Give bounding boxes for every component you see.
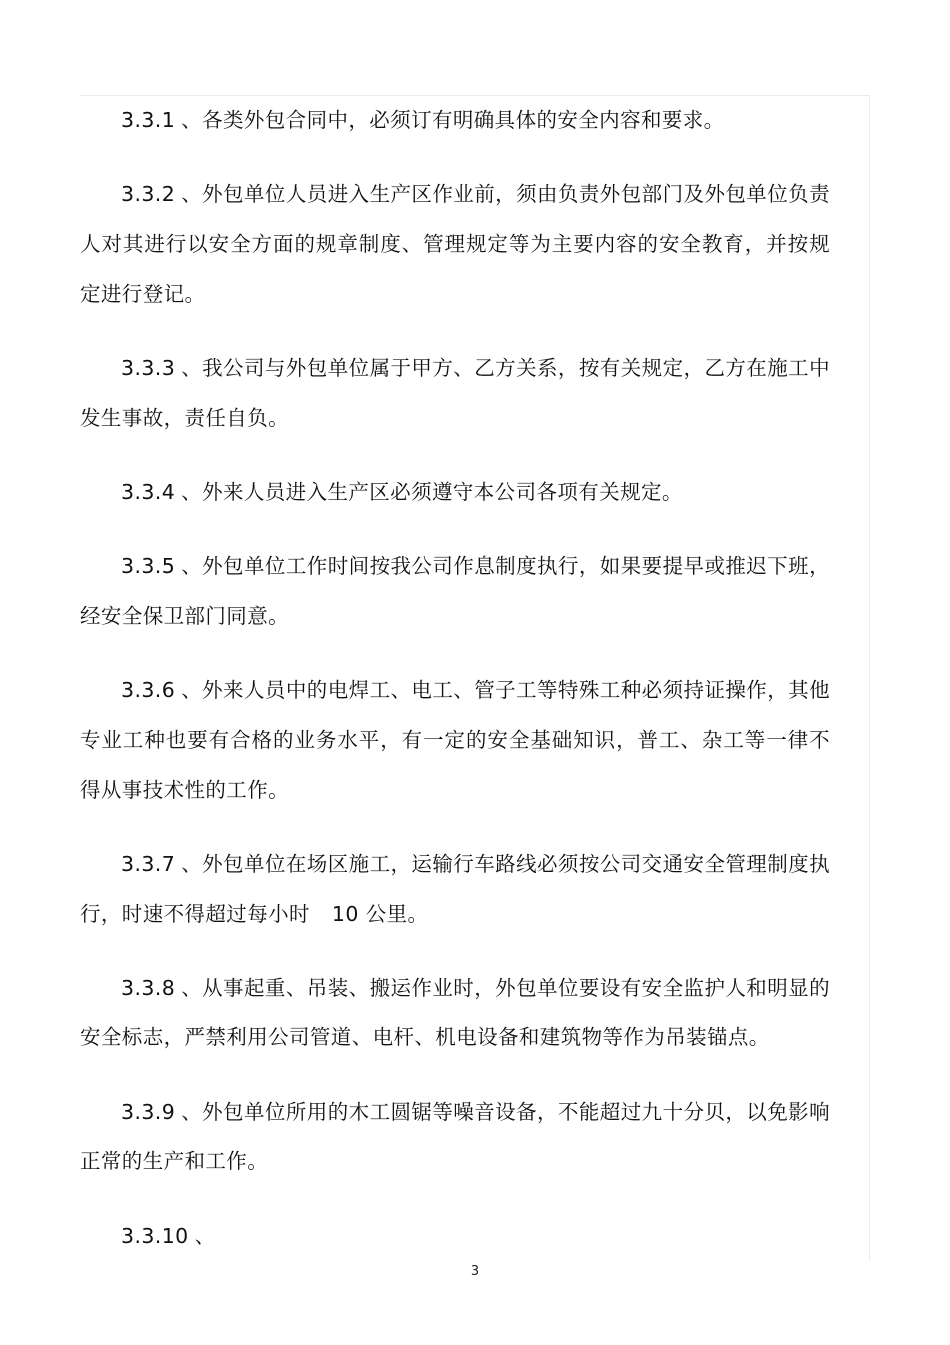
clause-text: 、 bbox=[194, 1223, 216, 1248]
page-number: 3 bbox=[470, 1264, 480, 1279]
clause-3-3-3 bbox=[80, 344, 830, 443]
clause-3-3-6 bbox=[80, 666, 830, 815]
clause-3-3-1 bbox=[80, 96, 830, 146]
page-border-right bbox=[869, 95, 870, 1260]
clause-list bbox=[80, 96, 830, 1286]
clause-text: 、从事起重、吊装、搬运作业时，外包单位要设有安全监护人和明显的安全标志，严禁利用公司管道、电杆、机电设备和建筑物等作为吊装锚点。 bbox=[80, 975, 830, 1050]
clause-number: 3.3.5 bbox=[121, 554, 176, 579]
clause-3-3-8 bbox=[80, 964, 830, 1063]
clause-3-3-2 bbox=[80, 170, 830, 319]
clause-number: 3.3.8 bbox=[121, 975, 176, 1000]
clause-text: 、外来人员中的电焊工、电工、管子工等特殊工种必须持证操作，其他专业工种也要有合格的业务水平，有一定的安全基础知识，普工、杂工等一律不得从事技术性的工作。 bbox=[80, 678, 830, 802]
clause-text: 、外包单位人员进入生产区作业前，须由负责外包部门及外包单位负责人对其进行以安全方面的规章制度、管理规定等为主要内容的安全教育，并按规定进行登记。 bbox=[80, 182, 830, 306]
clause-3-3-5 bbox=[80, 542, 830, 641]
clause-3-3-10 bbox=[80, 1212, 830, 1262]
clause-text: 、各类外包合同中，必须订有明确具体的安全内容和要求。 bbox=[181, 108, 725, 132]
clause-text: 、外包单位所用的木工圆锯等噪音设备，不能超过九十分贝，以免影响正常的生产和工作。 bbox=[80, 1099, 830, 1174]
clause-text-speed: 10 公里。 bbox=[331, 901, 429, 926]
clause-text: 、外包单位在场区施工，运输行车路线必须按公司交通安全管理制度执行，时速不得超过每小时 bbox=[80, 851, 830, 926]
clause-number: 3.3.1 bbox=[121, 108, 176, 132]
clause-number: 3.3.4 bbox=[121, 479, 176, 504]
clause-number: 3.3.10 bbox=[121, 1223, 189, 1248]
clause-number: 3.3.7 bbox=[121, 851, 176, 876]
clause-number: 3.3.3 bbox=[121, 355, 176, 380]
clause-3-3-7 bbox=[80, 840, 830, 939]
clause-text: 、我公司与外包单位属于甲方、乙方关系，按有关规定，乙方在施工中发生事故，责任自负。 bbox=[80, 355, 830, 430]
clause-number: 3.3.9 bbox=[121, 1099, 176, 1124]
clause-number: 3.3.2 bbox=[121, 182, 176, 207]
clause-text: 、外包单位工作时间按我公司作息制度执行，如果要提早或推迟下班，经安全保卫部门同意。 bbox=[80, 554, 830, 628]
clause-number: 3.3.6 bbox=[121, 678, 176, 703]
clause-text: 、外来人员进入生产区必须遵守本公司各项有关规定。 bbox=[181, 479, 683, 504]
clause-3-3-4 bbox=[80, 468, 830, 518]
clause-3-3-9 bbox=[80, 1088, 830, 1187]
